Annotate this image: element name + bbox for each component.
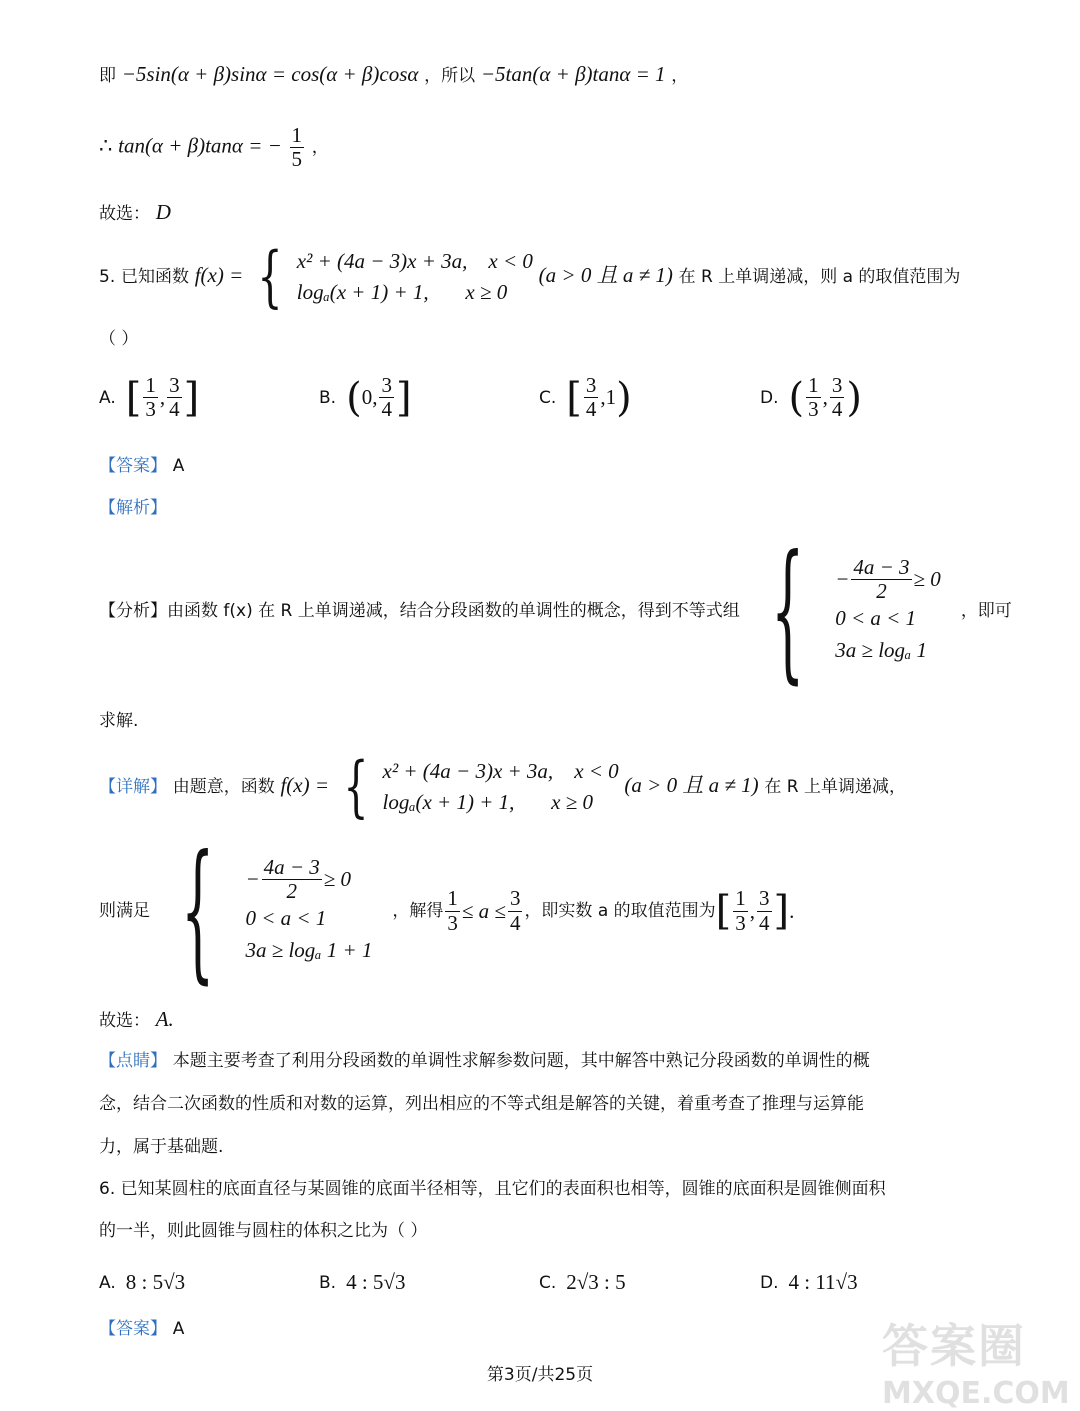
fenxi-end-line (99, 712, 138, 730)
comma-sep: , (749, 898, 756, 923)
left-brace: { (770, 524, 805, 698)
option-label: C. (539, 387, 557, 408)
watermark-text-bottom: MXQE.COM (882, 1376, 1070, 1411)
fraction (851, 556, 911, 603)
choose-line-2 (99, 1009, 174, 1030)
numerator: 3 (509, 886, 521, 911)
bracket-right: ) (846, 374, 862, 421)
fraction (143, 374, 158, 421)
numerator: 3 (759, 886, 770, 911)
fraction (445, 887, 460, 934)
option-d[interactable] (760, 374, 862, 421)
answer-value: A (172, 1319, 185, 1339)
option-text: 4 : 5√3 (346, 1270, 406, 1294)
option-c[interactable] (539, 374, 632, 421)
dianjing-line-3 (99, 1138, 223, 1156)
comma-sep: , (822, 385, 828, 410)
answer-value: A (172, 456, 185, 476)
period: . (789, 898, 795, 923)
analysis-tag: 【解析】 (99, 498, 167, 518)
q6-option-c[interactable] (539, 1270, 626, 1295)
case-2: logₐ(x + 1) + 1, (382, 790, 515, 814)
numerator: 1 (808, 373, 819, 397)
choose-label: 故选： (99, 1011, 150, 1031)
inequality-3: 3a ≥ logₐ 1 (835, 637, 927, 662)
bracket-left: [ (125, 374, 142, 421)
denominator: 4 (831, 397, 843, 422)
cond-1: x < 0 (488, 248, 533, 273)
parameter-condition: (a > 0 且 a ≠ 1) (538, 263, 673, 287)
option-b[interactable] (319, 374, 412, 421)
option-label: D. (760, 387, 779, 408)
cond-2: x ≥ 0 (465, 280, 508, 304)
denominator: 3 (145, 397, 156, 422)
numerator: 3 (831, 373, 843, 397)
page-number: 第3页/共25页 (486, 1365, 594, 1385)
q6-option-a[interactable] (99, 1270, 185, 1295)
fraction (167, 374, 182, 421)
fraction (757, 887, 772, 934)
fraction (584, 374, 599, 421)
value-zero: 0, (361, 385, 378, 410)
text-suoyi: ，所以 (424, 66, 476, 86)
numerator: 4a − 3 (263, 854, 320, 879)
numerator: 3 (169, 373, 180, 397)
fraction (733, 887, 748, 934)
inequality-1-rhs: ≥ 0 (913, 566, 941, 591)
bracket-right: ] (773, 888, 790, 934)
zemanzu-text: 则满足 (99, 900, 150, 921)
xiangjie-tail: 在 R 上单调递减， (764, 777, 906, 797)
answer-line-6 (99, 1320, 184, 1338)
solve-text: ，解得 (392, 900, 444, 921)
denominator: 4 (381, 397, 392, 422)
denominator: 4 (585, 397, 597, 422)
denominator: 3 (735, 910, 746, 935)
bracket-left: [ (715, 888, 732, 934)
piecewise-system (297, 246, 533, 309)
fraction (806, 374, 821, 421)
numerator: 3 (585, 373, 597, 397)
piecewise-system (383, 756, 619, 819)
watermark-logo (882, 1310, 1070, 1411)
answer-line-5 (99, 457, 184, 475)
numerator: 1 (145, 373, 156, 397)
option-text: 2√3 : 5 (566, 1270, 626, 1294)
choose-line-1 (99, 202, 171, 223)
inequality-2: 0 < a < 1 (835, 606, 917, 631)
answer-tag: 【答案】 (99, 456, 167, 476)
cond-1: x < 0 (574, 758, 619, 783)
numerator: 1 (291, 123, 303, 147)
case-1: x² + (4a − 3)x + 3a, (296, 248, 468, 273)
range-mid: ≤ a ≤ (461, 898, 506, 923)
option-label: A. (99, 1272, 116, 1293)
question-number: 5. (99, 267, 116, 287)
question-6-text-1: 6. 已知某圆柱的底面直径与某圆锥的底面半径相等，且它们的表面积也相等，圆锥的底面积是圆锥侧面积 (99, 1179, 886, 1199)
numerator: 3 (381, 373, 392, 397)
dianjing-tag: 【点睛】 (99, 1051, 167, 1071)
equation-tan: −5tan(α + β)tanα = 1 (480, 62, 666, 86)
denominator: 4 (509, 910, 521, 935)
q6-option-b[interactable] (319, 1270, 405, 1295)
denominator: 5 (291, 147, 303, 172)
option-text: 4 : 11√3 (788, 1270, 858, 1294)
comma-sep: , (159, 385, 166, 410)
fenxi-tag: 【分析】 (99, 600, 167, 621)
equation-line-1 (99, 64, 688, 85)
equation-tan-product: tan(α + β)tanα = − (118, 133, 282, 158)
case-2: logₐ(x + 1) + 1, (296, 280, 429, 304)
dianjing-line-1 (99, 1052, 870, 1070)
dianjing-text-3: 力，属于基础题. (99, 1137, 224, 1157)
option-label: A. (99, 387, 116, 408)
inequality-2: 0 < a < 1 (245, 906, 327, 931)
fraction-one-fifth (290, 124, 305, 171)
equation-sin-cos: −5sin(α + β)sinα = cos(α + β)cosα (121, 62, 419, 86)
denominator: 3 (447, 910, 458, 935)
therefore-symbol: ∴ (99, 133, 113, 158)
choose-label: 故选： (99, 204, 150, 224)
option-label: D. (760, 1272, 779, 1293)
inequality-1-rhs: ≥ 0 (323, 866, 352, 891)
case-1: x² + (4a − 3)x + 3a, (382, 758, 554, 783)
question-6-text-2: 的一半，则此圆锥与圆柱的体积之比为（ ） (99, 1221, 428, 1241)
left-brace: { (181, 824, 215, 998)
numerator: 4a − 3 (853, 554, 910, 579)
denominator: 4 (169, 397, 180, 422)
option-label: C. (539, 1272, 557, 1293)
fenxi-text: 由函数 f(x) 在 R 上单调递减，结合分段函数的单调性的概念，得到不等式组 (167, 600, 740, 621)
xiangjie-tag: 【详解】 (99, 777, 167, 797)
fraction (508, 887, 523, 934)
watermark-text-top: 答案圈 (882, 1319, 1026, 1373)
denominator: 2 (286, 879, 297, 903)
equation-line-2 (99, 124, 329, 171)
question-5-blank (99, 330, 138, 348)
option-text: 8 : 5√3 (125, 1270, 186, 1294)
fenxi-end: 求解. (99, 711, 139, 731)
text-ji: 即 (99, 66, 116, 86)
analysis-line (99, 499, 167, 517)
numerator: 1 (735, 886, 746, 911)
fraction (830, 374, 845, 421)
inequality-system: − $\frac{4a - 3}{2}$ ≥ 0 0 < a < 1 3a ≥ logₐ 1 + 1 (245, 856, 372, 966)
numerator: 1 (447, 886, 458, 911)
denominator: 4 (759, 910, 770, 935)
comma: ， (671, 66, 689, 86)
fenxi-tail: ，即可 (960, 600, 1012, 621)
function-fx: f(x) = (280, 773, 330, 797)
denominator: 2 (876, 579, 887, 603)
option-label: B. (319, 387, 337, 408)
question-6-line-1 (99, 1180, 886, 1198)
bracket-left: ( (788, 374, 805, 421)
solution-system-line (99, 824, 795, 998)
left-brace: { (257, 238, 283, 315)
question-6-line-2 (99, 1222, 427, 1240)
question-5 (99, 238, 961, 315)
denominator: 3 (808, 397, 819, 422)
bracket-left: [ (566, 374, 582, 421)
choose-value: A. (155, 1007, 174, 1031)
fraction (262, 856, 322, 903)
xiangjie-text: 由题意，函数 (172, 777, 275, 797)
dianjing-line-2 (99, 1095, 864, 1113)
bracket-right: ] (183, 374, 200, 421)
inequality-system: − $\frac{4a - 3}{2}$ ≥ 0 0 < a < 1 3a ≥ logₐ 1 (835, 556, 941, 666)
question-tail: 在 R 上单调递减，则 a 的取值范围为 (678, 267, 961, 287)
choose-value: D (155, 200, 171, 224)
parameter-condition: (a > 0 且 a ≠ 1) (624, 773, 759, 797)
dianjing-text-2: 念，结合二次函数的性质和对数的运算，列出相应的不等式组是解答的关键，着重考查了推理与运算能 (99, 1094, 864, 1114)
left-brace: { (343, 748, 369, 825)
range-text: ，即实数 a 的取值范围为 (524, 900, 716, 921)
xiangjie-line (99, 748, 906, 825)
bracket-right: ] (395, 374, 412, 421)
dianjing-text-1: 本题主要考查了利用分段函数的单调性求解参数问题，其中解答中熟记分段函数的单调性的概 (172, 1051, 870, 1071)
fraction (379, 374, 394, 421)
option-a[interactable] (99, 374, 199, 421)
comma: ， (311, 137, 329, 158)
cond-2: x ≥ 0 (551, 790, 593, 814)
answer-tag: 【答案】 (99, 1319, 167, 1339)
inequality-3: 3a ≥ logₐ 1 + 1 (245, 937, 373, 962)
option-label: B. (319, 1272, 337, 1293)
answer-blank: （ ） (99, 329, 139, 349)
value-one: ,1 (600, 385, 617, 410)
bracket-right: ) (616, 374, 632, 421)
fenxi-line (99, 524, 1012, 698)
question-intro: 已知函数 (120, 267, 189, 287)
bracket-left: ( (346, 374, 362, 421)
function-fx: f(x) = (194, 263, 244, 287)
q6-option-d[interactable] (760, 1270, 858, 1295)
